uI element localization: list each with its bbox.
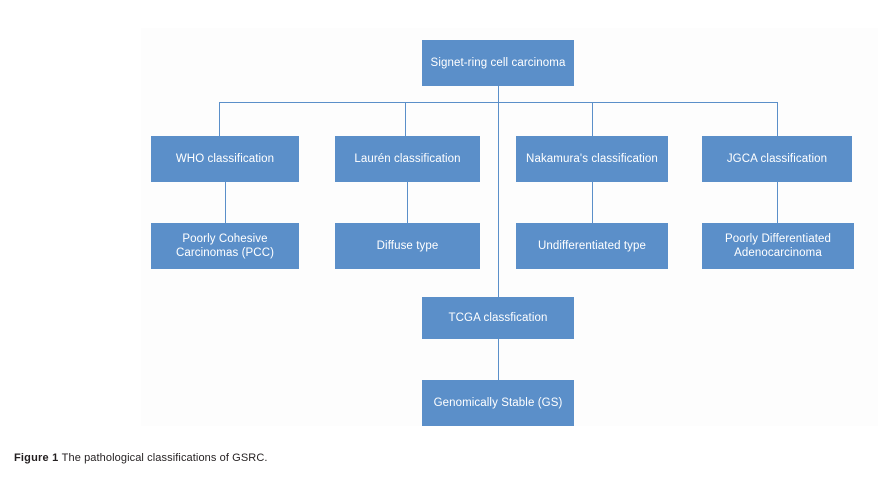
- node-poorly-cohesive-carcinomas: [151, 223, 299, 269]
- node-root-label: Signet-ring cell carcinoma: [430, 57, 566, 69]
- node-lauren-classification: [335, 136, 480, 182]
- node-tcga-classification-label: TCGA classfication: [448, 312, 548, 324]
- node-undifferentiated-type: [516, 223, 668, 269]
- node-tcga-classification: [422, 297, 574, 339]
- node-undifferentiated-type-label: Undifferentiated type: [537, 240, 646, 252]
- connector-who-to-pcc: [225, 182, 226, 223]
- figure-caption: [14, 452, 864, 464]
- node-jgca-classification: [702, 136, 852, 182]
- node-poorly-differentiated-adenocarcinoma: [702, 223, 854, 269]
- node-diffuse-type-label: Diffuse type: [376, 240, 439, 252]
- node-genomically-stable-label: Genomically Stable (GS): [433, 397, 563, 409]
- node-nakamura-classification: [516, 136, 668, 182]
- connector-bus-to-nakamura: [592, 102, 593, 136]
- connector-bus-to-jgca: [777, 102, 778, 136]
- node-genomically-stable: [422, 380, 574, 426]
- figure-caption-text: The pathological classifications of GSRC.: [61, 452, 268, 464]
- node-diffuse-type: [335, 223, 480, 269]
- connector-tcga-to-gs: [498, 339, 499, 380]
- connector-lauren-to-diffuse: [407, 182, 408, 223]
- connector-bus-to-lauren: [405, 102, 406, 136]
- node-poorly-cohesive-carcinomas-label: Poorly Cohesive Carcinomas (PCC): [175, 233, 275, 259]
- connector-root-to-bus: [498, 86, 499, 102]
- figure-caption-label: Figure 1: [14, 452, 62, 464]
- connector-nakamura-to-undifferentiated: [592, 182, 593, 223]
- node-root: [422, 40, 574, 86]
- node-jgca-classification-label: JGCA classification: [726, 153, 828, 165]
- diagram-canvas: [141, 28, 878, 426]
- node-lauren-classification-label: Laurén classification: [354, 153, 461, 165]
- connector-bus-to-tcga: [498, 102, 499, 297]
- node-poorly-differentiated-adenocarcinoma-label: Poorly Differentiated Adenocarcinoma: [724, 233, 832, 259]
- connector-jgca-to-poorly-diff: [777, 182, 778, 223]
- node-who-classification: [151, 136, 299, 182]
- node-nakamura-classification-label: Nakamura's classification: [526, 153, 658, 165]
- connector-bus-to-who: [219, 102, 220, 136]
- node-who-classification-label: WHO classification: [175, 153, 275, 165]
